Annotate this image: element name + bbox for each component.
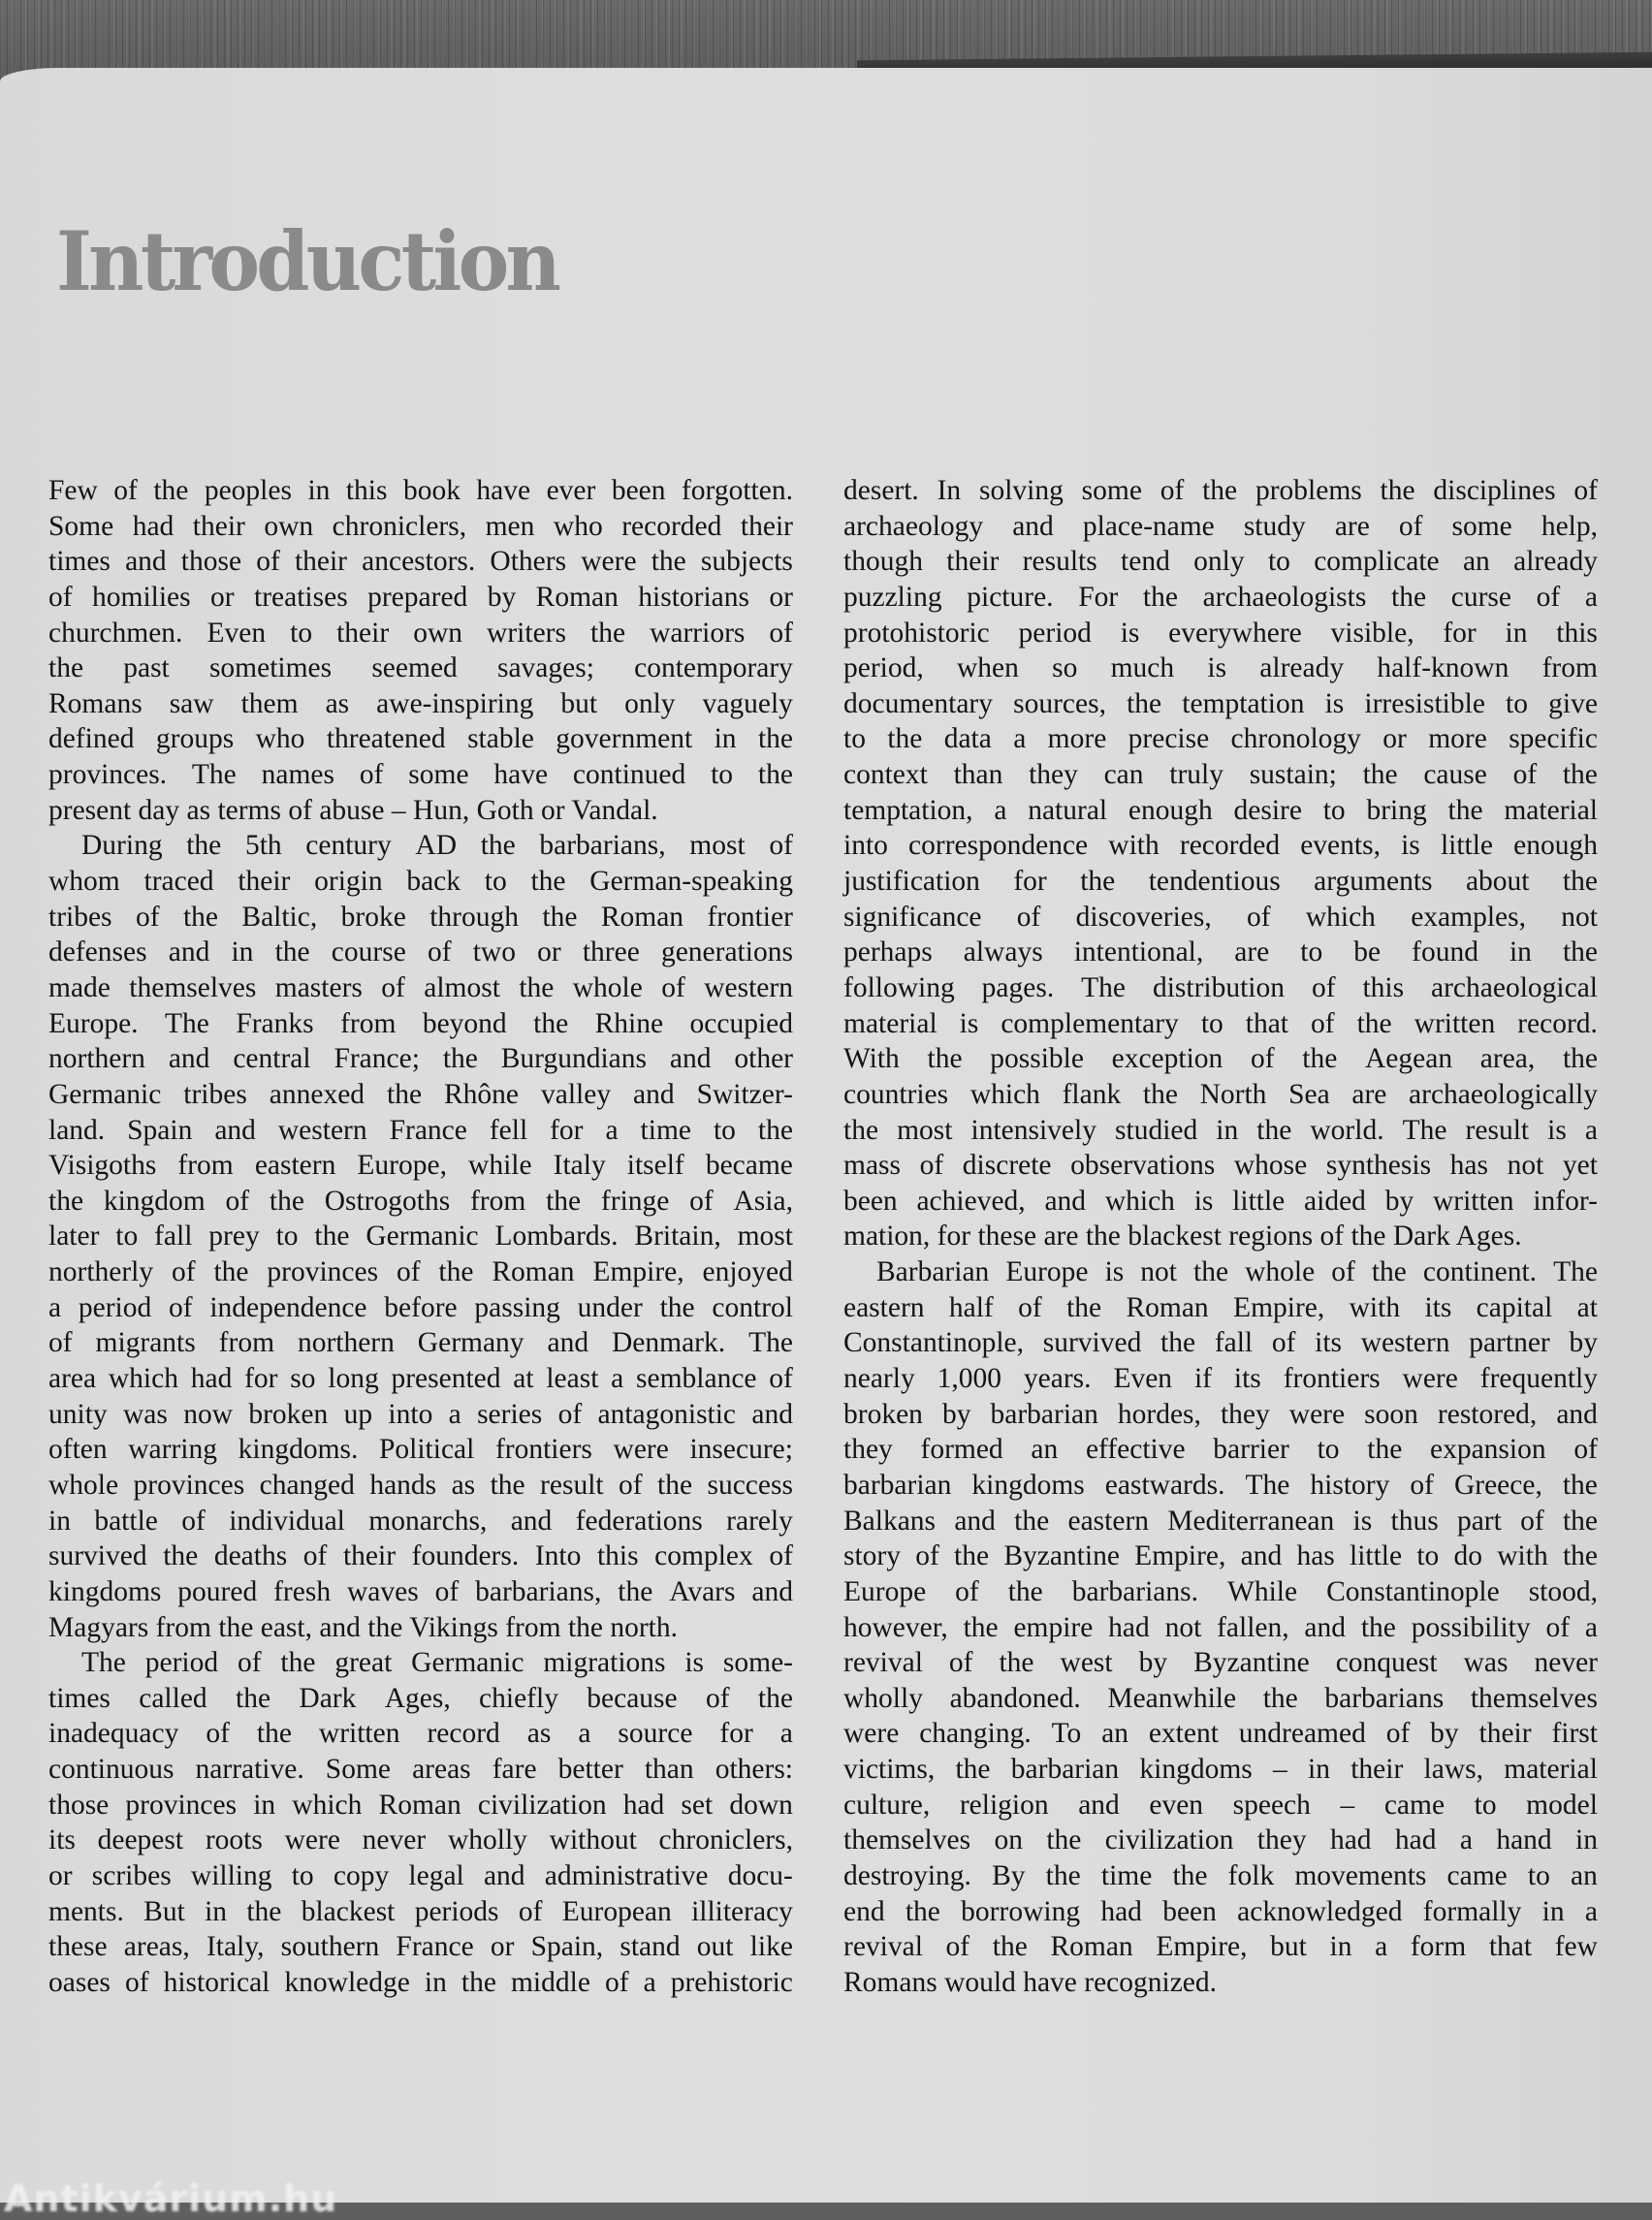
text-line: the most intensively studied in the world. The result is a [843,1114,1598,1146]
text-line: were changing. To an extent undreamed of by their first [843,1718,1598,1750]
text-line: however, the empire had not fallen, and the possibility of a [843,1611,1598,1643]
text-line: mation, for these are the blackest regions of the Dark Ages. [843,1221,1522,1253]
text-line: countries which flank the North Sea are archaeologically [843,1078,1598,1110]
text-line: eastern half of the Roman Empire, with its capital at [843,1291,1598,1323]
text-line: they formed an effective barrier to the expansion of [843,1434,1598,1466]
text-line: the kingdom of the Ostrogoths from the fringe of Asia, [48,1185,793,1217]
text-line: into correspondence with recorded events, is little enough [843,830,1598,862]
text-line: Europe. The Franks from beyond the Rhine occupied [48,1007,793,1039]
text-line: significance of discoveries, of which examples, not [843,901,1598,933]
text-line: The period of the great Germanic migrations is some- [81,1647,793,1679]
text-line: nearly 1,000 years. Even if its frontiers were frequently [843,1363,1598,1395]
text-line: inadequacy of the written record as a source for a [48,1718,793,1750]
text-line: of homilies or treatises prepared by Roman historians or [48,581,793,613]
text-line: the past sometimes seemed savages; contemporary [48,652,793,684]
text-line: to the data a more precise chronology or more specific [843,723,1598,755]
text-line: context than they can truly sustain; the cause of the [843,759,1598,791]
text-line: whole provinces changed hands as the result of the success [48,1469,793,1501]
text-line: these areas, Italy, southern France or Spain, stand out like [48,1931,793,1963]
text-line: of migrants from northern Germany and Denmark. The [48,1327,793,1359]
text-line: documentary sources, the temptation is irresistible to give [843,687,1598,719]
text-line: destroying. By the time the folk movements came to an [843,1859,1598,1891]
text-line: end the borrowing had been acknowledged formally in a [843,1895,1598,1927]
text-line: Romans saw them as awe-inspiring but only vaguely [48,687,793,719]
text-line: times and those of their ancestors. Others were the subjects [48,546,793,578]
text-column-left [48,473,793,2001]
text-line: With the possible exception of the Aegean area, the [843,1043,1598,1075]
text-line: victims, the barbarian kingdoms – in their laws, material [843,1754,1598,1786]
text-line: revival of the Roman Empire, but in a form that few [843,1931,1598,1963]
text-line: desert. In solving some of the problems the disciplines of [843,475,1598,506]
watermark: Antikvárium.hu [4,2177,338,2220]
text-line: story of the Byzantine Empire, and has little to do with the [843,1540,1598,1572]
text-column-right [843,473,1598,2001]
text-line: following pages. The distribution of this archaeological [843,971,1598,1003]
text-line: provinces. The names of some have continued to the [48,759,793,791]
text-line: revival of the west by Byzantine conquest was never [843,1647,1598,1679]
text-line: Barbarian Europe is not the whole of the continent. The [876,1256,1598,1288]
text-line: mass of discrete observations whose synthesis has not yet [843,1150,1598,1182]
text-line: its deepest roots were never wholly without chroniclers, [48,1824,793,1856]
text-line: justification for the tendentious arguments about the [843,866,1598,898]
text-line: present day as terms of abuse – Hun, Goth or Vandal. [48,794,658,826]
text-line: temptation, a natural enough desire to bring the material [843,794,1598,826]
text-line: or scribes willing to copy legal and administrative docu- [48,1859,793,1891]
text-line: kingdoms poured fresh waves of barbarians, the Avars and [48,1575,793,1607]
text-line: survived the deaths of their founders. Into this complex of [48,1540,793,1572]
text-line: continuous narrative. Some areas fare better than others: [48,1754,793,1786]
text-line: material is complementary to that of the written record. [843,1007,1598,1039]
text-line: themselves on the civilization they had had a hand in [843,1824,1598,1856]
text-line: Europe of the barbarians. While Constantinople stood, [843,1575,1598,1607]
text-line: broken by barbarian hordes, they were soon restored, and [843,1398,1598,1430]
text-line: Romans would have recognized. [843,1966,1218,1998]
text-line: unity was now broken up into a series of antagonistic and [48,1398,793,1430]
text-line: area which had for so long presented at least a semblance of [48,1363,793,1395]
text-line: later to fall prey to the Germanic Lombards. Britain, most [48,1221,793,1253]
text-line: Few of the peoples in this book have ever been forgotten. [48,475,793,506]
text-line: in battle of individual monarchs, and federations rarely [48,1505,793,1537]
text-line: tribes of the Baltic, broke through the Roman frontier [48,901,793,933]
text-line: made themselves masters of almost the whole of western [48,971,793,1003]
text-line: oases of historical knowledge in the middle of a prehistoric [48,1966,793,1998]
text-line: churchmen. Even to their own writers the warriors of [48,617,793,649]
text-line: times called the Dark Ages, chiefly because of the [48,1682,793,1714]
text-line: defined groups who threatened stable government in the [48,723,793,755]
text-line: land. Spain and western France fell for a time to the [48,1114,793,1146]
text-line: Germanic tribes annexed the Rhône valley and Switzer- [48,1078,793,1110]
text-line: a period of independence before passing under the control [48,1291,793,1323]
text-line: often warring kingdoms. Political frontiers were insecure; [48,1434,793,1466]
text-line: Balkans and the eastern Mediterranean is thus part of the [843,1505,1598,1537]
text-line: Constantinople, survived the fall of its western partner by [843,1327,1598,1359]
page-title: Introduction [56,213,558,309]
text-line: Visigoths from eastern Europe, while Italy itself became [48,1150,793,1182]
text-line: though their results tend only to complicate an already [843,546,1598,578]
text-line: been achieved, and which is little aided by written infor- [843,1185,1598,1217]
text-line: protohistoric period is everywhere visible, for in this [843,617,1598,649]
text-line: archaeology and place-name study are of some help, [843,510,1598,542]
text-line: Some had their own chroniclers, men who recorded their [48,510,793,542]
text-line: whom traced their origin back to the German-speaking [48,866,793,898]
text-line: Magyars from the east, and the Vikings from the north. [48,1611,678,1643]
text-line: ments. But in the blackest periods of European illiteracy [48,1895,793,1927]
text-line: puzzling picture. For the archaeologists the curse of a [843,581,1598,613]
text-line: period, when so much is already half-known from [843,652,1598,684]
text-line: During the 5th century AD the barbarians, most of [81,830,793,862]
text-line: those provinces in which Roman civilization had set down [48,1789,793,1821]
text-line: culture, religion and even speech – came to model [843,1789,1598,1821]
text-line: perhaps always intentional, are to be found in the [843,936,1598,968]
text-line: barbarian kingdoms eastwards. The history of Greece, the [843,1469,1598,1501]
text-line: wholly abandoned. Meanwhile the barbarians themselves [843,1682,1598,1714]
text-line: northern and central France; the Burgundians and other [48,1043,793,1075]
text-line: northerly of the provinces of the Roman Empire, enjoyed [48,1256,793,1288]
text-line: defenses and in the course of two or three generations [48,936,793,968]
